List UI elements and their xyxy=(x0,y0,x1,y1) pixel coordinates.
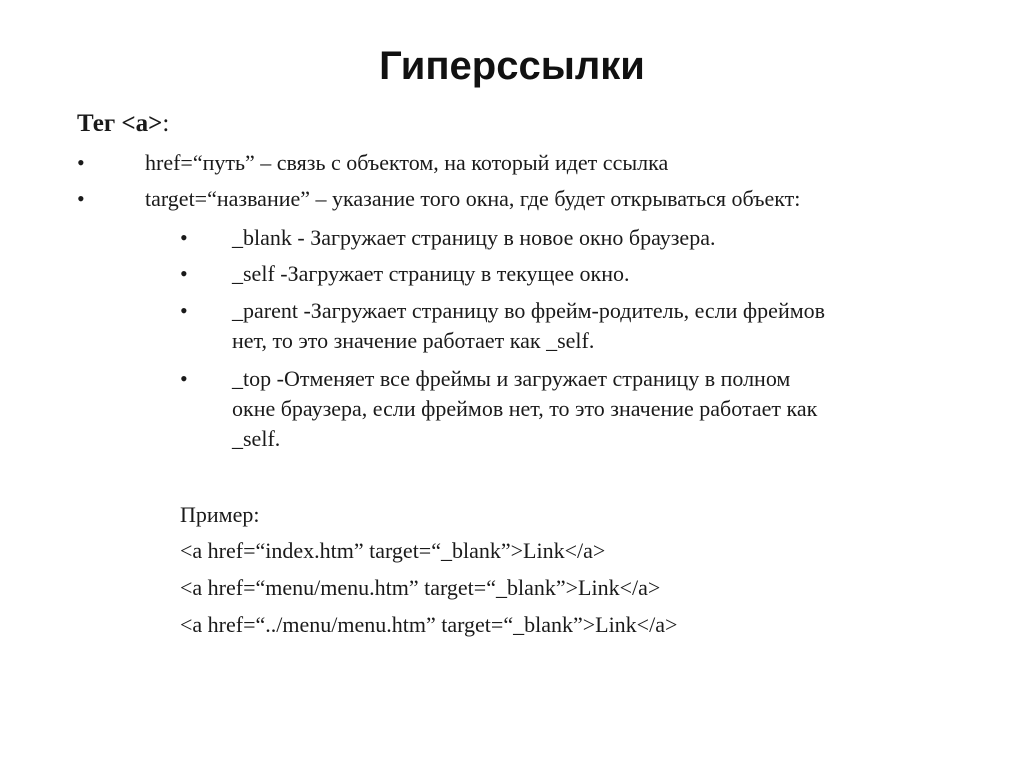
sub-bullet-line: _parent -Загружает страницу во фрейм-родитель, если фреймов xyxy=(232,298,826,323)
sub-bullet-dot: • xyxy=(180,261,188,286)
sub-bullet-text xyxy=(232,364,932,454)
sub-bullet-line: нет, то это значение работает как _self. xyxy=(232,328,595,353)
sub-bullet-text xyxy=(232,296,932,356)
bullet-dot: • xyxy=(77,150,85,175)
sub-bullet-text xyxy=(232,223,932,253)
sub-bullet-line: _top -Отменяет все фреймы и загружает страницу в полном xyxy=(232,366,791,391)
example-code-line: <a href=“index.htm” target=“_blank”>Link</a> xyxy=(180,538,606,563)
sub-bullet-line: _self -Загружает страницу в текущее окно. xyxy=(232,261,630,286)
example-code-line: <a href=“../menu/menu.htm” target=“_blank”>Link</a> xyxy=(180,612,678,637)
bullet-text: target=“название” – указание того окна, где будет открываться объект: xyxy=(145,186,801,211)
sub-bullet-dot: • xyxy=(180,366,188,391)
sub-bullet-line: _self. xyxy=(232,426,281,451)
tag-heading-label: Тег <a> xyxy=(77,110,163,137)
tag-heading-colon: : xyxy=(162,110,170,137)
slide-title: Гиперссылки xyxy=(379,44,645,88)
sub-bullet-line: окне браузера, если фреймов нет, то это значение работает как xyxy=(232,396,818,421)
tag-heading xyxy=(77,107,169,141)
example-code-line: <a href=“menu/menu.htm” target=“_blank”>Link</a> xyxy=(180,575,661,600)
sub-bullet-text xyxy=(232,259,932,289)
bullet-text: href=“путь” – связь с объектом, на который идет ссылка xyxy=(145,150,669,175)
sub-bullet-dot: • xyxy=(180,298,188,323)
bullet-dot: • xyxy=(77,186,85,211)
sub-bullet-line: _blank - Загружает страницу в новое окно браузера. xyxy=(232,225,716,250)
sub-bullet-dot: • xyxy=(180,225,188,250)
example-label: Пример: xyxy=(180,502,260,527)
